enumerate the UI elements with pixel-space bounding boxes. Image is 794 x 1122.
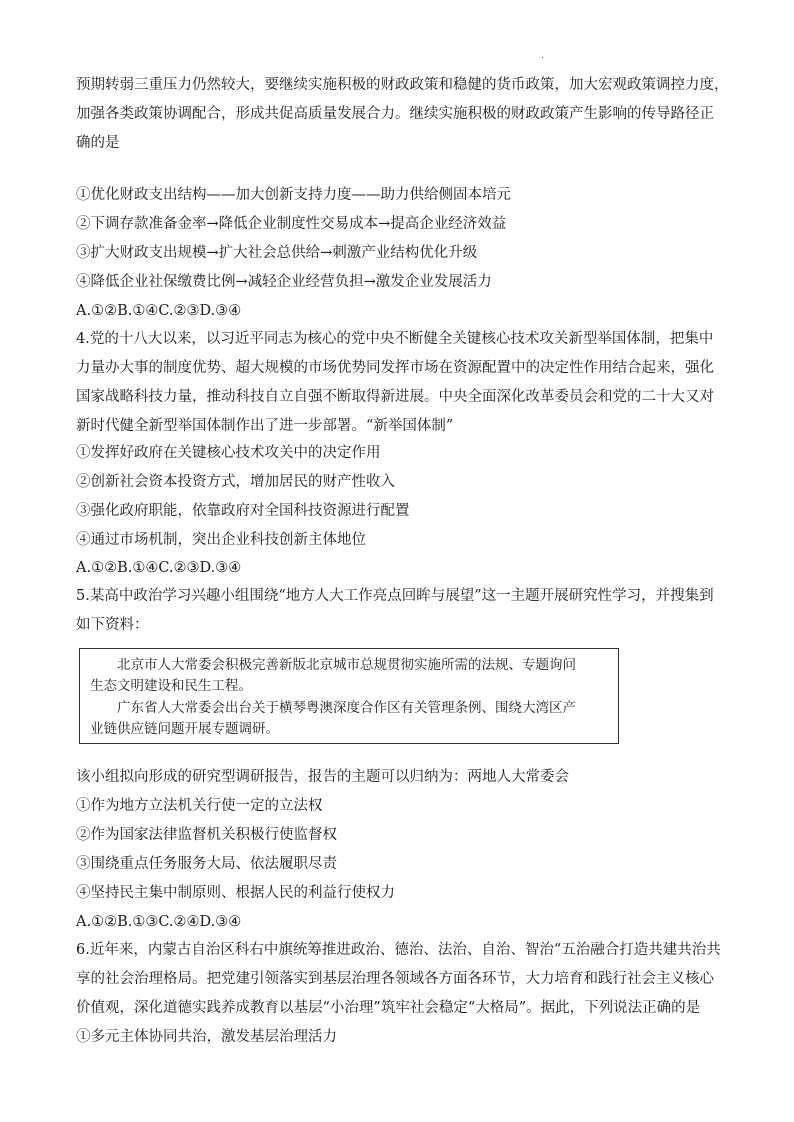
q5-option: ④坚持民主集中制原则、根据人民的利益行使权力: [76, 885, 395, 901]
q4-option: ③强化政府职能，依靠政府对全国科技资源进行配置: [76, 503, 410, 519]
q3-stem-line: 确的是: [76, 135, 120, 151]
q4-stem-line: 力量办大事的制度优势、超大规模的市场优势同发挥市场在资源配置中的决定性作用结合起来，强化: [76, 360, 714, 376]
q6-stem-line: 价值观，深化道德实践养成教育以基层“小治理”筑牢社会稳定“大格局”。据此，下列说法正确的是: [76, 1000, 701, 1016]
q5-material-line: 北京市人大常委会积极完善新版北京城市总规贯彻实施所需的法规、专题询问: [90, 657, 576, 673]
q4-stem-line: 国家战略科技力量，推动科技自立自强不断取得新进展。中央全面深化改革委员会和党的二十大又对: [76, 389, 714, 405]
q3-option: ③扩大财政支出规模→扩大社会总供给→刺激产业结构优化升级: [76, 245, 478, 261]
q3-stem-line: 加强各类政策协调配合，形成共促高质量发展合力。继续实施积极的财政政策产生影响的传导路径正: [76, 106, 714, 122]
q5-stem-line: 如下资料：: [76, 617, 149, 633]
q4-option: ④通过市场机制，突出企业科技创新主体地位: [76, 532, 366, 548]
q5-material-line: 广东省人大常委会出台关于横琴粤澳深度合作区有关管理条例、围绕大湾区产: [90, 700, 576, 716]
q3-answer-choices: A.①②B.①④C.②③D.③④: [76, 303, 242, 319]
q3-option: ②下调存款准备金率→降低企业制度性交易成本→提高企业经济效益: [76, 216, 507, 232]
q4-answer-choices: A.①②B.①④C.②③D.③④: [76, 560, 242, 576]
q6-stem-line: 享的社会治理格局。把党建引领落实到基层治理各领域各方面各环节，大力培育和践行社会主义核心: [76, 971, 714, 987]
q6-stem-line: 6.近年来，内蒙古自治区科右中旗统筹推进政治、德治、法治、自治、智治“五治融合打造共建共治共: [76, 942, 721, 958]
q6-option: ①多元主体协同共治，激发基层治理活力: [76, 1029, 337, 1045]
q5-stem-line: 5.某高中政治学习兴趣小组围绕“地方人大工作亮点回眸与展望”这一主题开展研究性学习，并搜集到: [76, 588, 714, 604]
q3-stem-line: 预期转弱三重压力仍然较大，要继续实施积极的财政政策和稳健的货币政策，加大宏观政策调控力度，: [76, 77, 729, 93]
q5-option: ②作为国家法律监督机关积极行使监督权: [76, 827, 337, 843]
q3-option: ④降低企业社保缴费比例→减轻企业经营负担→激发企业发展活力: [76, 274, 492, 290]
q5-followup-line: 该小组拟向形成的研究型调研报告，报告的主题可以归纳为：两地人大常委会: [76, 769, 569, 785]
q5-answer-choices: A.①②B.①③C.②④D.③④: [76, 914, 242, 930]
q5-option: ①作为地方立法机关行使一定的立法权: [76, 798, 323, 814]
q4-stem-line: 新时代健全新型举国体制作出了进一步部署。“新举国体制”: [76, 418, 454, 434]
q4-stem-line: 4.党的十八大以来，以习近平同志为核心的党中央不断健全关键核心技术攻关新型举国体制，把集中: [76, 331, 714, 347]
q5-material-box: [79, 648, 619, 744]
page-mark: .: [541, 50, 545, 61]
q5-option: ③围绕重点任务服务大局、依法履职尽责: [76, 856, 337, 872]
q5-material-line: 生态文明建设和民生工程。: [90, 678, 252, 694]
q4-option: ②创新社会资本投资方式，增加居民的财产性收入: [76, 474, 395, 490]
q5-material-line: 业链供应链问题开展专题调研。: [90, 721, 279, 737]
q4-option: ①发挥好政府在关键核心技术攻关中的决定作用: [76, 445, 381, 461]
q3-option: ①优化财政支出结构——加大创新支持力度——助力供给侧固本培元: [76, 187, 511, 203]
